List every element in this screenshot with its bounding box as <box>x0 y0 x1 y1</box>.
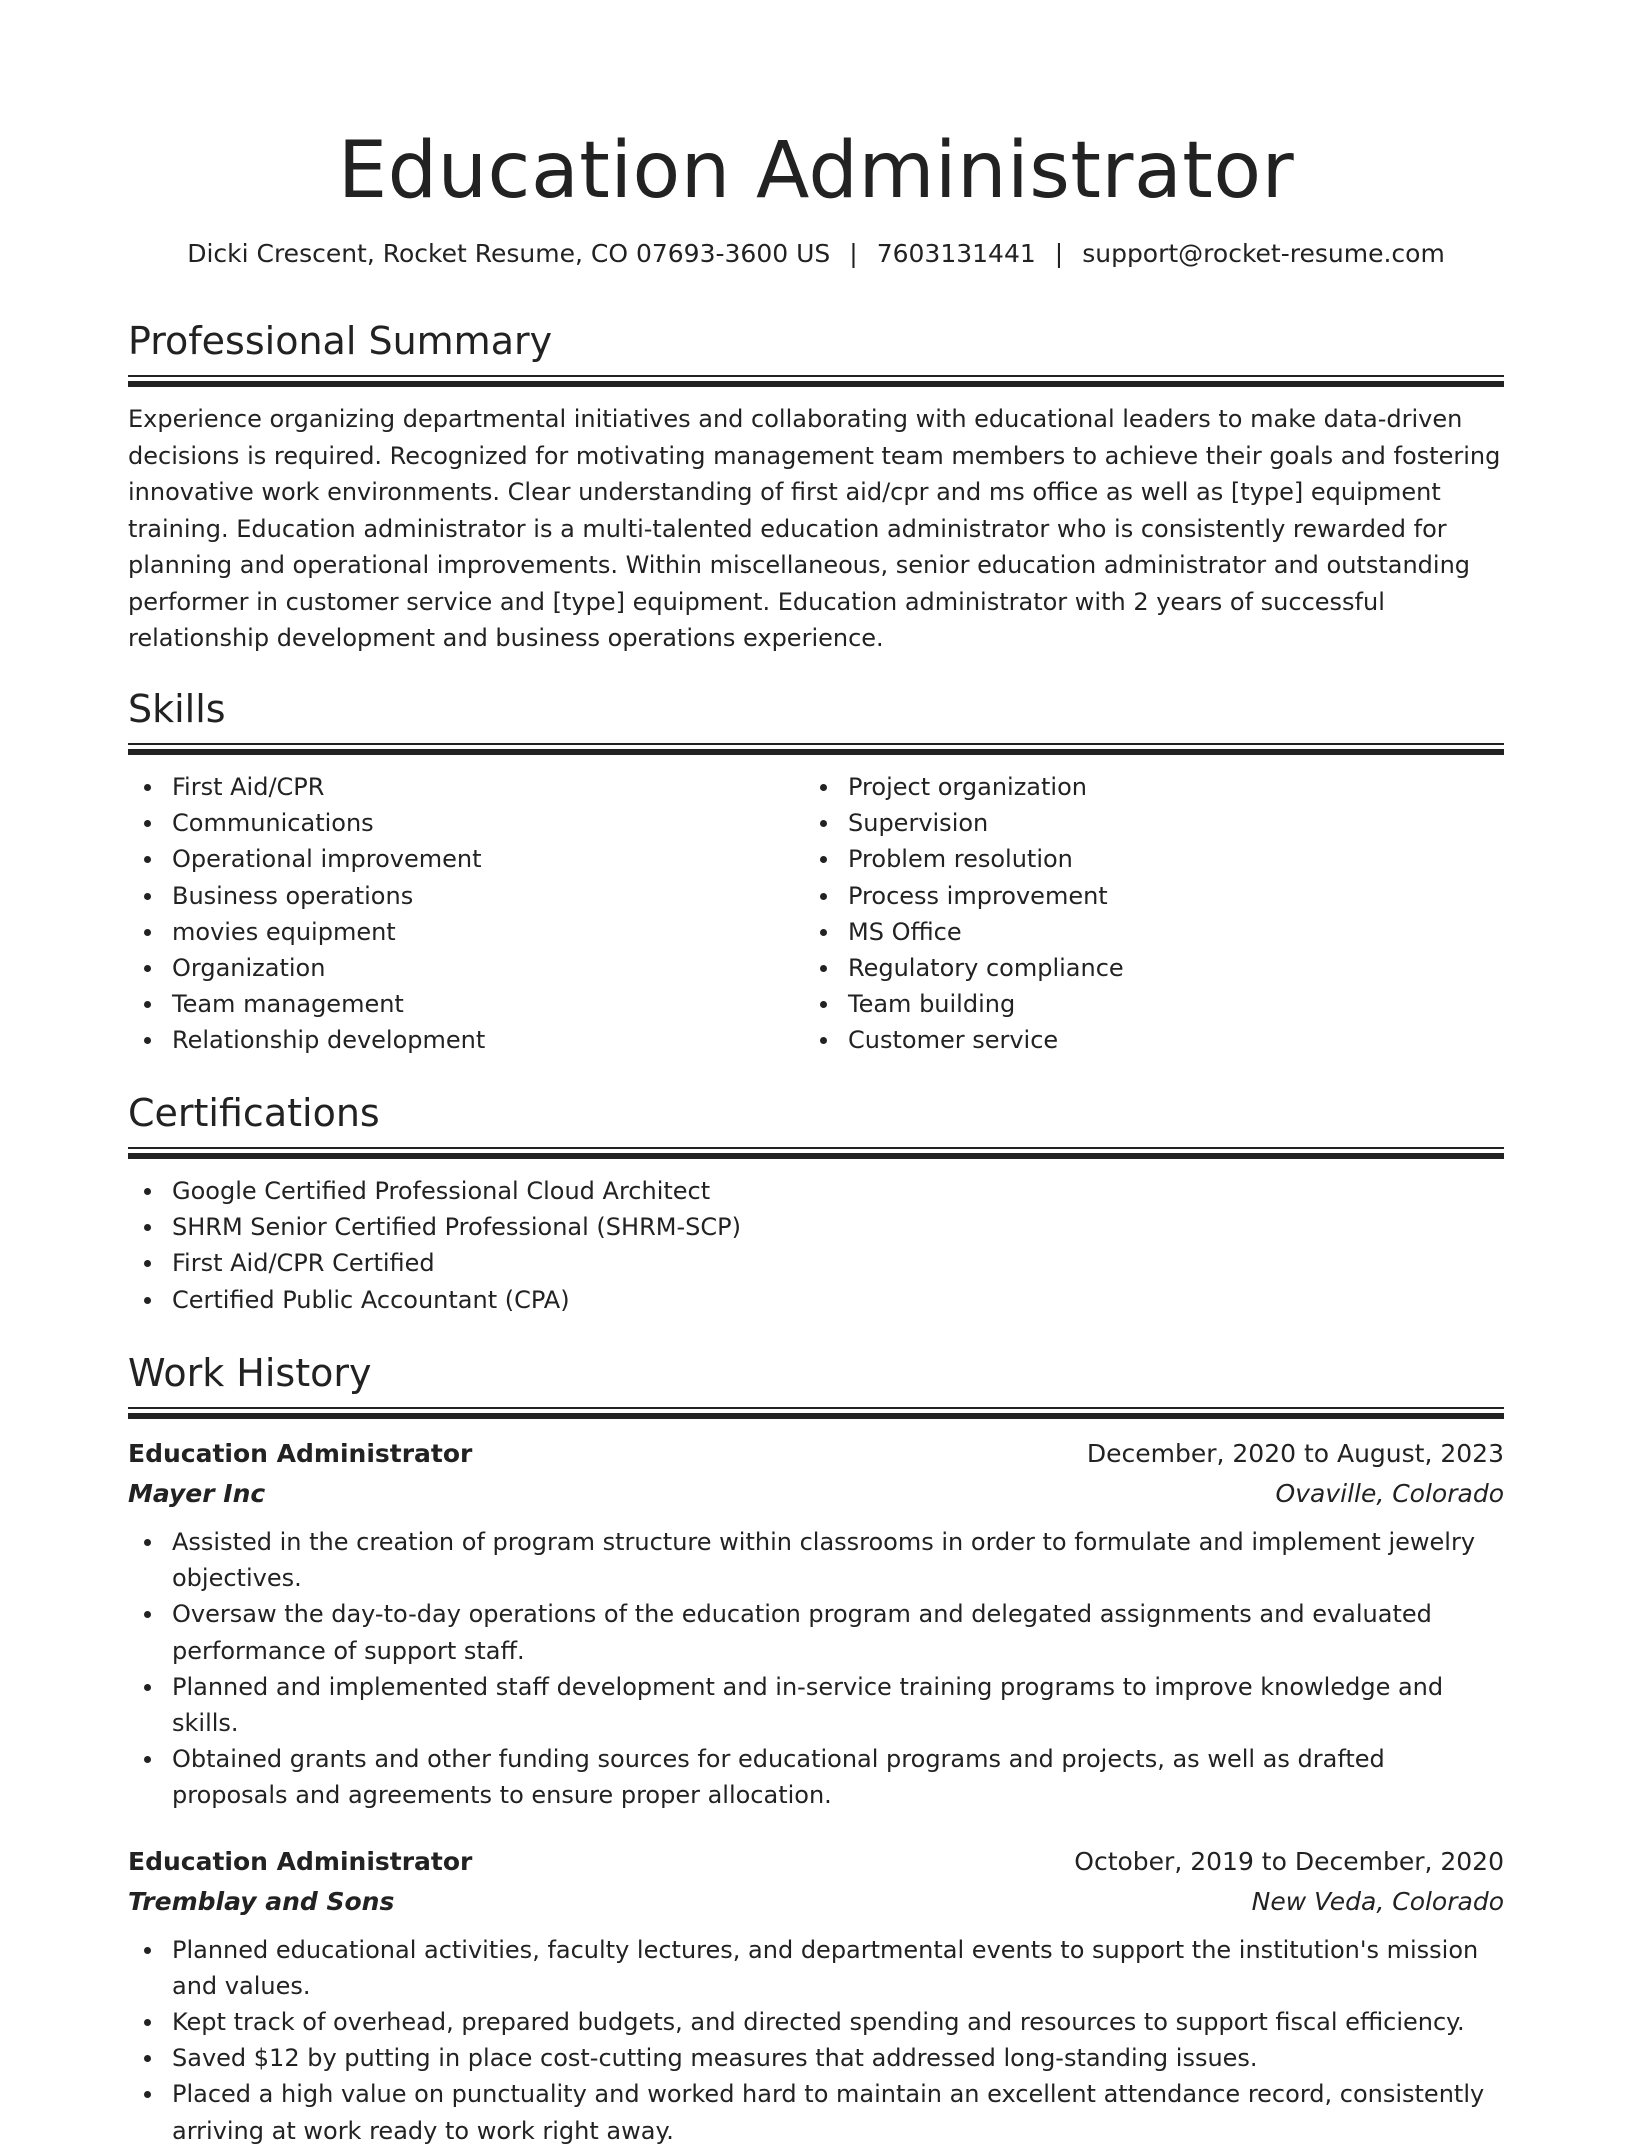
section-divider <box>128 1147 1504 1159</box>
skill-item: Team building <box>848 986 1480 1022</box>
skill-item: MS Office <box>848 914 1480 950</box>
section-title: Certifications <box>128 1091 380 1135</box>
section-divider <box>128 1407 1504 1419</box>
professional-summary-section <box>128 317 1504 657</box>
skill-item: Project organization <box>848 769 1480 805</box>
contact-separator: | <box>849 239 858 268</box>
job-entry <box>128 1842 1504 2149</box>
job-duty: Obtained grants and other funding sources for educational programs and projects, as well as drafted proposals and agreements to ensure proper allocation. <box>172 1741 1504 1813</box>
job-title: Education Administrator <box>128 1846 473 1876</box>
skill-item: Supervision <box>848 805 1480 841</box>
job-duty: Oversaw the day-to-day operations of the education program and delegated assignments and evaluated performance of support staff. <box>172 1596 1504 1668</box>
skill-item: Customer service <box>848 1022 1480 1058</box>
job-duty: Kept track of overhead, prepared budgets, and directed spending and resources to support fiscal efficiency. <box>172 2004 1504 2040</box>
skills-list-left <box>128 769 804 1059</box>
job-duties-list <box>128 1524 1504 1814</box>
job-duties-list <box>128 1932 1504 2149</box>
job-dates: October, 2019 to December, 2020 <box>1074 1846 1504 1876</box>
contact-separator: | <box>1054 239 1064 268</box>
job-company: Mayer Inc <box>128 1479 266 1508</box>
job-company: Tremblay and Sons <box>128 1886 395 1916</box>
work-history-section <box>128 1349 1504 2149</box>
certification-item: Google Certified Professional Cloud Architect <box>172 1173 1504 1209</box>
resume-page <box>128 0 1504 2145</box>
contact-address: Dicki Crescent, Rocket Resume, CO 07693-3600 US <box>187 239 831 268</box>
skill-item: Relationship development <box>172 1022 804 1058</box>
job-company-row <box>128 1882 1504 1922</box>
job-location: New Veda, Colorado <box>1251 1886 1504 1916</box>
job-duty: Planned and implemented staff development and in-service training programs to improve knowledge and skills. <box>172 1669 1504 1741</box>
job-header-row <box>128 1434 1504 1474</box>
skill-item: First Aid/CPR <box>172 769 804 805</box>
job-duty: Placed a high value on punctuality and worked hard to maintain an excellent attendance record, consistently arriving at work ready to work right away. <box>172 2076 1504 2148</box>
job-duty: Assisted in the creation of program structure within classrooms in order to formulate and implement jewelry objectives. <box>172 1524 1504 1596</box>
certification-item: Certified Public Accountant (CPA) <box>172 1282 1504 1318</box>
certifications-list <box>128 1173 1504 1318</box>
summary-text: Experience organizing departmental initiatives and collaborating with educational leaders to make data-driven decisions is required. Recognized for motivating management team members to achieve their goals and fostering innovative work environments. Clear understanding of first aid/cpr and ms office as well as [type] equipment training. Education administrator is a multi-talented education administrator who is consistently rewarded for planning and operational improvements. Within miscellaneous, senior education administrator and outstanding performer in customer service and [type] equipment. Education administrator with 2 years of successful relationship development and business operations experience. <box>128 405 1501 652</box>
job-duty: Saved $12 by putting in place cost-cutting measures that addressed long-standing issues. <box>172 2040 1504 2076</box>
skill-item: Problem resolution <box>848 841 1480 877</box>
job-entry <box>128 1434 1504 1814</box>
certifications-section <box>128 1089 1504 1318</box>
job-header-row <box>128 1842 1504 1882</box>
section-title: Skills <box>128 687 226 731</box>
section-title: Professional Summary <box>128 319 553 363</box>
skill-item: Business operations <box>172 878 804 914</box>
contact-line <box>128 237 1504 271</box>
skill-item: Communications <box>172 805 804 841</box>
section-divider <box>128 375 1504 387</box>
skill-item: Process improvement <box>848 878 1480 914</box>
skills-columns <box>128 755 1504 1059</box>
job-dates: December, 2020 to August, 2023 <box>1086 1439 1504 1468</box>
job-company-row <box>128 1474 1504 1514</box>
skill-item: Regulatory compliance <box>848 950 1480 986</box>
skills-section <box>128 685 1504 1059</box>
job-location: Ovaville, Colorado <box>1275 1479 1504 1508</box>
certification-item: First Aid/CPR Certified <box>172 1245 1504 1281</box>
skill-item: movies equipment <box>172 914 804 950</box>
contact-phone: 7603131441 <box>876 239 1036 268</box>
section-title: Work History <box>128 1351 372 1395</box>
section-divider <box>128 743 1504 755</box>
certification-item: SHRM Senior Certified Professional (SHRM-SCP) <box>172 1209 1504 1245</box>
skill-item: Team management <box>172 986 804 1022</box>
job-duty: Planned educational activities, faculty lectures, and departmental events to support the institution's mission and values. <box>172 1932 1504 2004</box>
job-title: Education Administrator <box>128 1439 473 1468</box>
resume-name: Education Administrator <box>337 126 1295 216</box>
skills-list-right <box>804 769 1480 1059</box>
skill-item: Organization <box>172 950 804 986</box>
skill-item: Operational improvement <box>172 841 804 877</box>
contact-email: support@rocket-resume.com <box>1082 239 1445 268</box>
